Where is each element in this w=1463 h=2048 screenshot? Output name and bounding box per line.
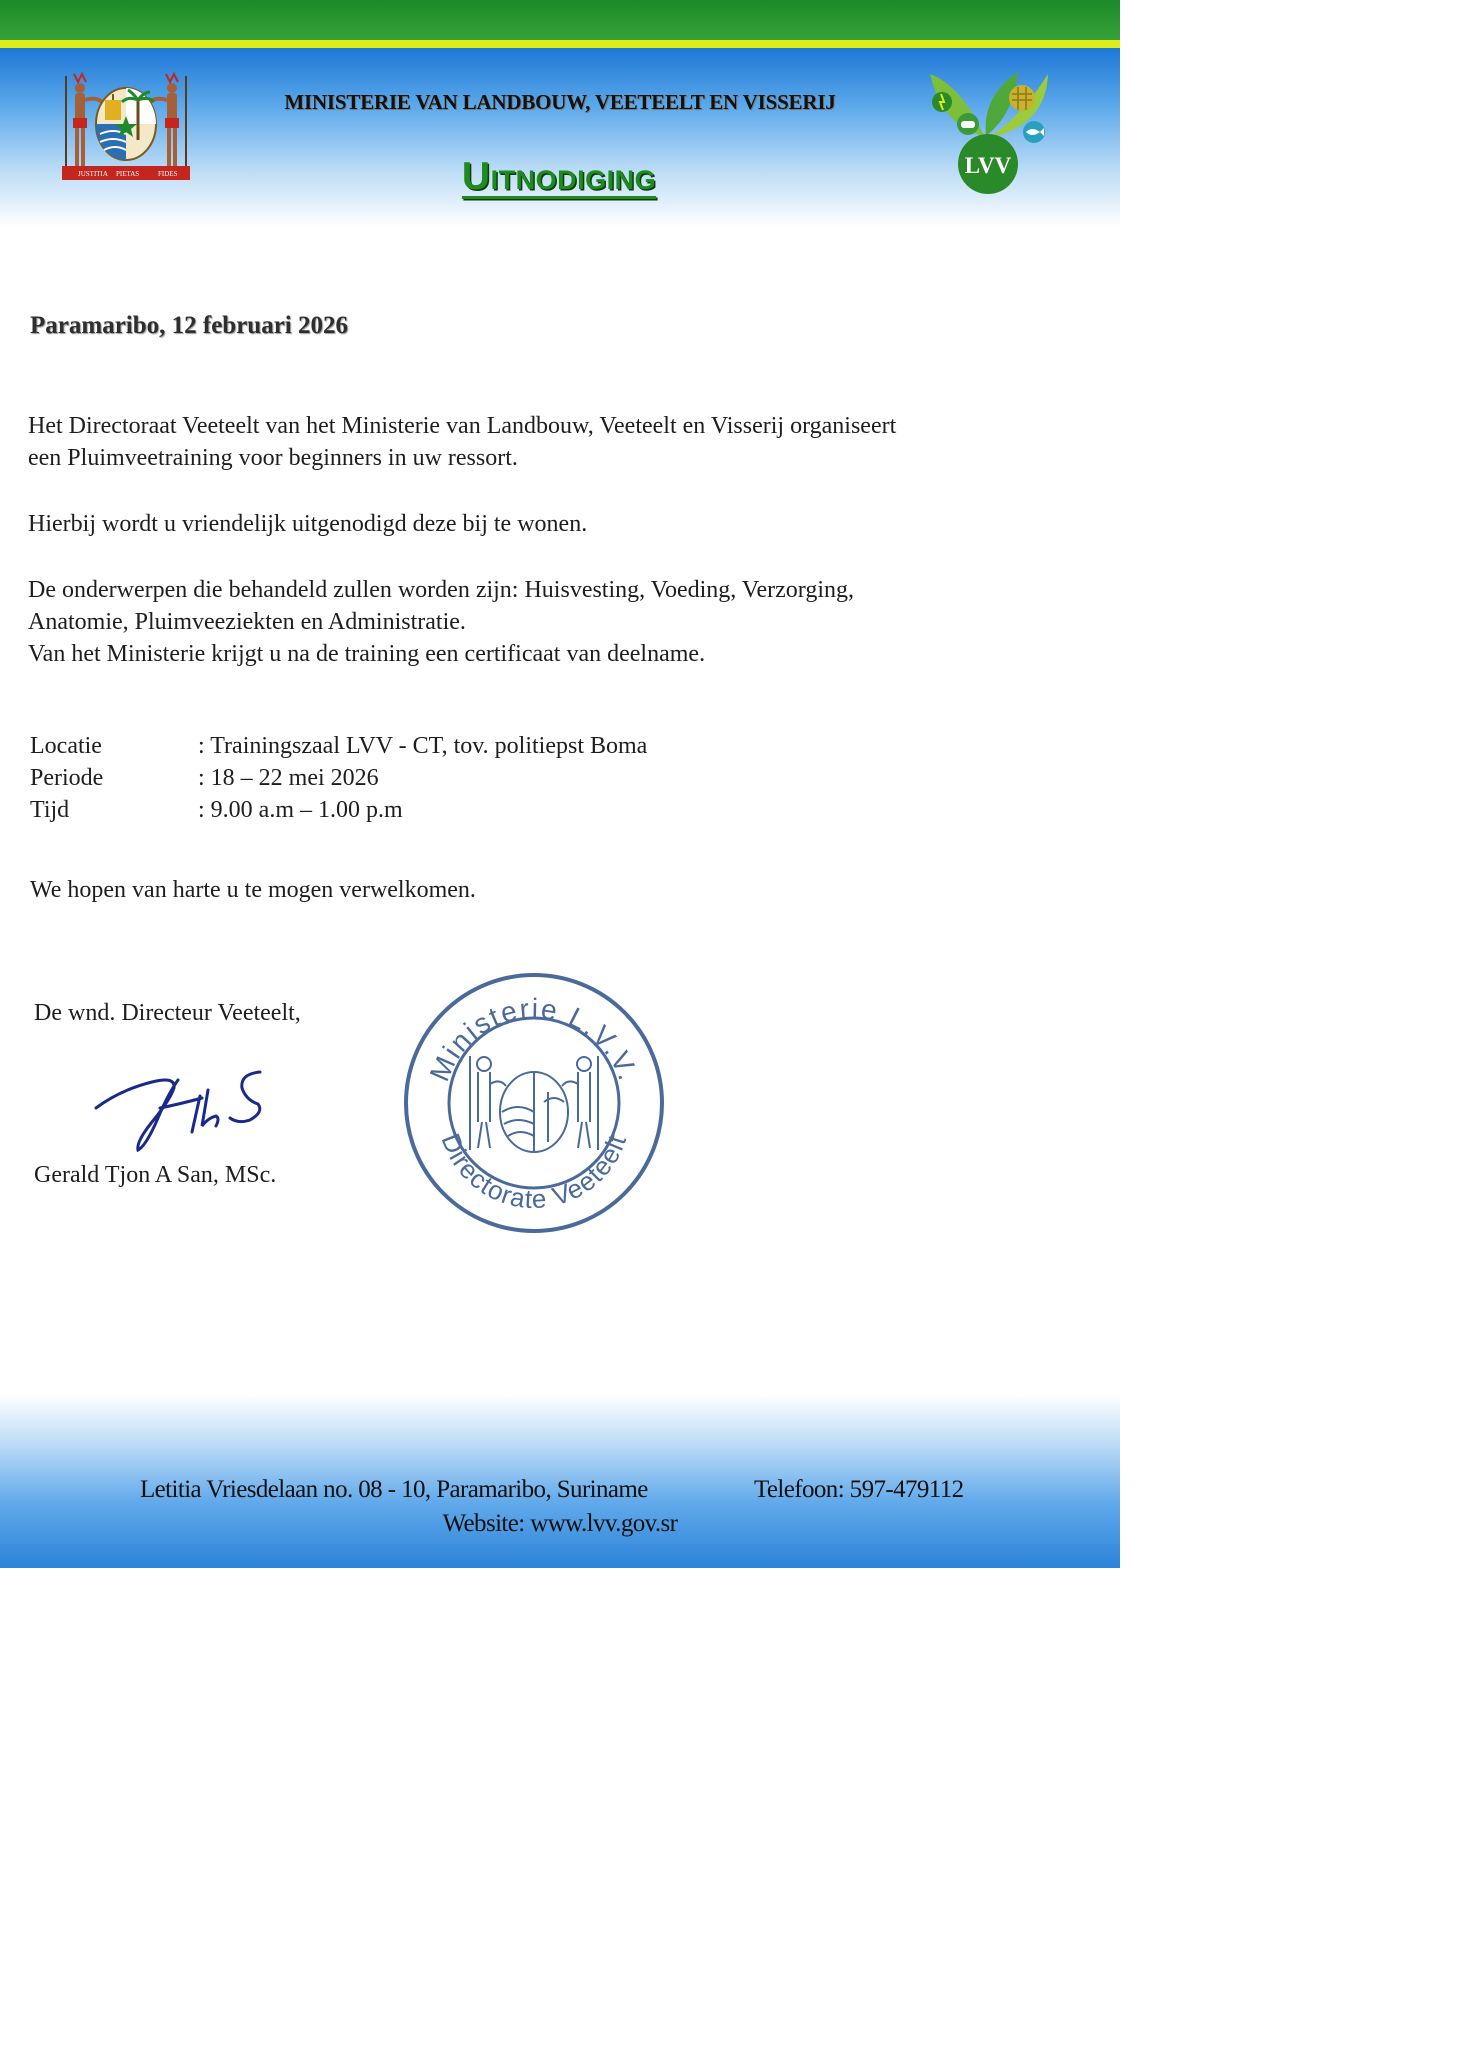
detail-value: : 18 – 22 mei 2026: [198, 765, 379, 791]
official-stamp-icon: [398, 972, 670, 1234]
signer-name: Gerald Tjon A San, MSc.: [34, 1162, 277, 1188]
detail-value: : Trainingszaal LVV - CT, tov. politiepst Boma: [198, 733, 648, 759]
handwritten-signature-icon: [90, 1060, 290, 1160]
text-line: Anatomie, Pluimveeziekten en Administratie.: [28, 609, 466, 635]
text-line: De onderwerpen die behandeld zullen worden zijn: Huisvesting, Voeding, Verzorging,: [28, 577, 855, 603]
footer-phone: Telefoon: 597-479112: [754, 1476, 964, 1503]
paragraph-invitation: [28, 508, 1088, 540]
lvv-logo-icon: [922, 66, 1054, 198]
event-details: [30, 730, 647, 826]
stamp-bottom-text: Directorate Veeteelt: [435, 1129, 633, 1215]
paragraph-topics: [28, 574, 1088, 670]
detail-row-period: [30, 762, 647, 794]
text-line: Van het Ministerie krijgt u na de training een certificaat van deelname.: [28, 641, 706, 667]
coat-of-arms-icon: [58, 70, 194, 188]
svg-text:FIDES: FIDES: [158, 170, 178, 178]
letter-date: Paramaribo, 12 februari 2026: [30, 312, 349, 339]
detail-row-time: [30, 794, 647, 826]
detail-label: Tijd: [30, 797, 70, 823]
title-text: Uitnodiging: [461, 155, 657, 198]
footer-address: Letitia Vriesdelaan no. 08 - 10, Paramaribo, Suriname: [140, 1476, 648, 1503]
text-line: Het Directoraat Veeteelt van het Ministerie van Landbouw, Veeteelt en Visserij organiseert: [28, 413, 897, 439]
paragraph-intro: [28, 410, 1088, 474]
signature-title: De wnd. Directeur Veeteelt,: [34, 1000, 301, 1026]
detail-row-location: [30, 730, 647, 762]
text-line: een Pluimveetraining voor beginners in uw ressort.: [28, 445, 518, 471]
logo-text: LVV: [964, 153, 1012, 178]
header-green-band: [0, 0, 1120, 44]
ministry-name: MINISTERIE VAN LANDBOUW, VEETEELT EN VISSERIJ: [284, 90, 836, 114]
closing-line: We hopen van harte u te mogen verwelkomen.: [30, 877, 476, 903]
svg-text:PIETAS: PIETAS: [116, 170, 140, 178]
detail-label: Locatie: [30, 733, 102, 759]
page-title: [402, 155, 716, 199]
text-line: Hierbij wordt u vriendelijk uitgenodigd deze bij te wonen.: [28, 511, 588, 537]
stamp-top-text: Ministerie L.V.V.: [423, 992, 645, 1086]
footer-website: Website: www.lvv.gov.sr: [442, 1510, 678, 1537]
detail-value: : 9.00 a.m – 1.00 p.m: [198, 797, 403, 823]
header-yellow-stripe: [0, 40, 1120, 48]
detail-label: Periode: [30, 765, 104, 791]
svg-text:JUSTITIA: JUSTITIA: [78, 170, 108, 178]
